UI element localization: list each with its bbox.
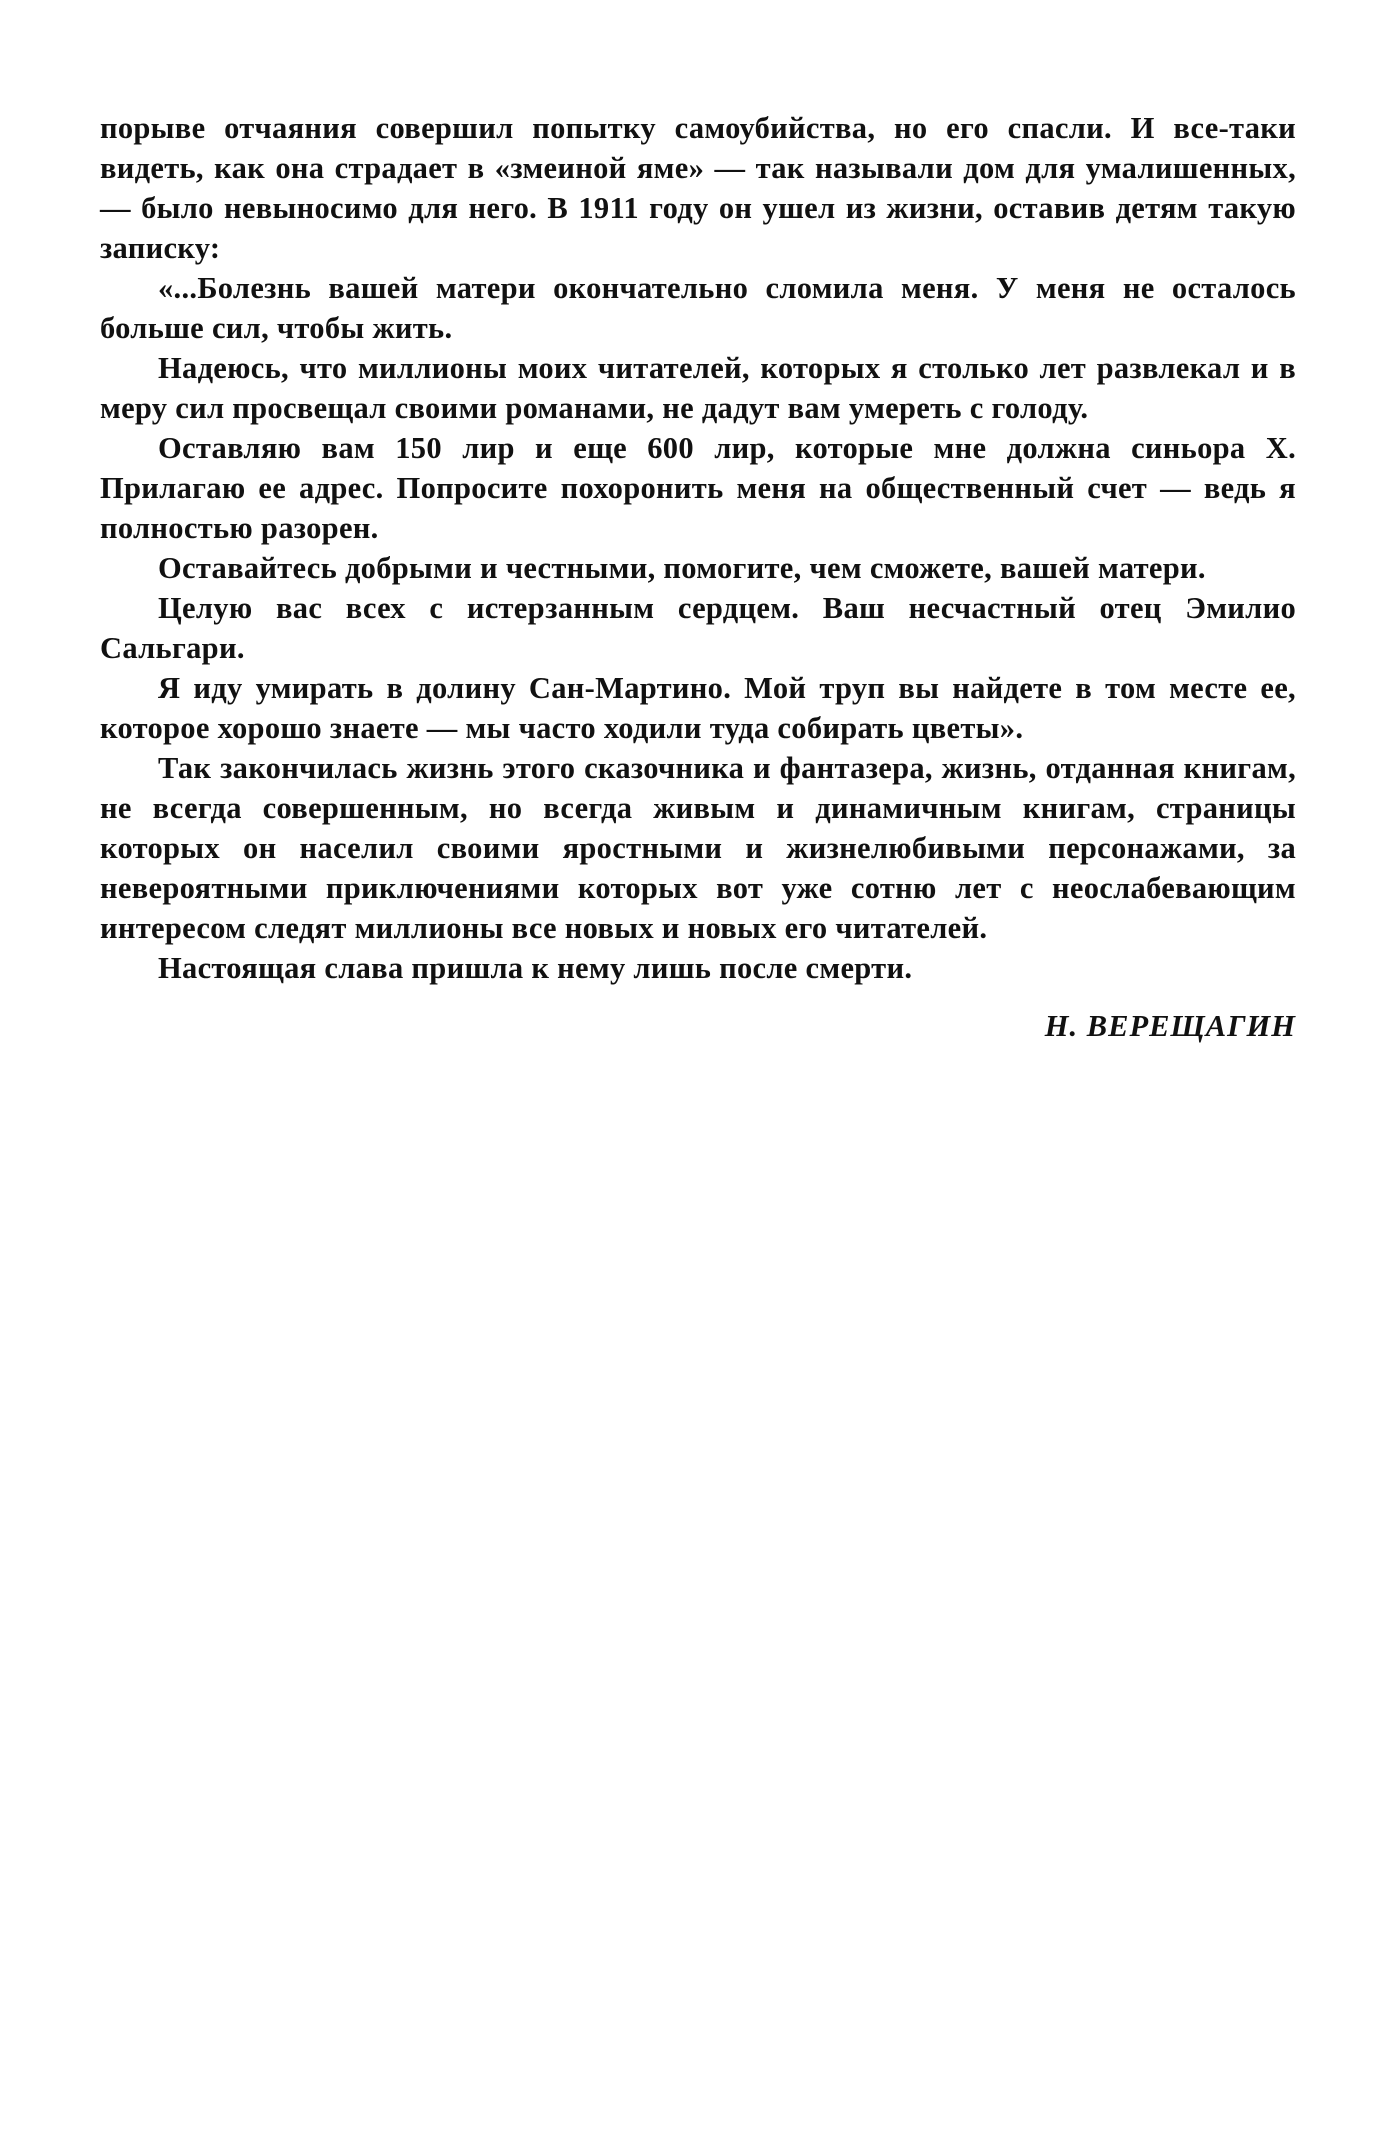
paragraph-9: Настоящая слава пришла к нему лишь после смерти. (158, 951, 913, 985)
paragraph-8: Так закончилась жизнь этого сказочника и фантазера, жизнь, отданная книгам, не всегда совершенным, но всегда живым и динамичным книгам, страницы которых он населил своими яростными и жизнелюбивыми персонажами, за невероятными приключениями которых вот уже сотню лет с неослабевающим интересом следят миллионы все новых и новых его читателей. (100, 751, 1296, 945)
author-signature: Н. ВЕРЕЩАГИН (1044, 1009, 1296, 1043)
paragraph-1: порыве отчаяния совершил попытку самоубийства, но его спасли. И все-таки видеть, как она страдает в «змеиной яме» — так называли дом для умалишенных, — было невыносимо для него. В 1911 году он ушел из жизни, оставив детям такую записку: (100, 111, 1296, 265)
paragraph-3: Надеюсь, что миллионы моих читателей, которых я столько лет развлекал и в меру сил просвещал своими романами, не дадут вам умереть с голоду. (100, 351, 1296, 425)
document-page (100, 108, 1296, 1046)
paragraph-2: «...Болезнь вашей матери окончательно сломила меня. У меня не осталось больше сил, чтобы жить. (100, 271, 1296, 345)
paragraph-5: Оставайтесь добрыми и честными, помогите, чем сможете, вашей матери. (158, 551, 1206, 585)
paragraph-6: Целую вас всех с истерзанным сердцем. Ваш несчастный отец Эмилио Сальгари. (100, 591, 1296, 665)
paragraph-7: Я иду умирать в долину Сан-Мартино. Мой труп вы найдете в том месте ее, которое хорошо знаете — мы часто ходили туда собирать цветы». (100, 671, 1296, 745)
paragraph-4: Оставляю вам 150 лир и еще 600 лир, которые мне должна синьора X. Прилагаю ее адрес. Попросите похоронить меня на общественный счет — ведь я полностью разорен. (100, 431, 1296, 545)
